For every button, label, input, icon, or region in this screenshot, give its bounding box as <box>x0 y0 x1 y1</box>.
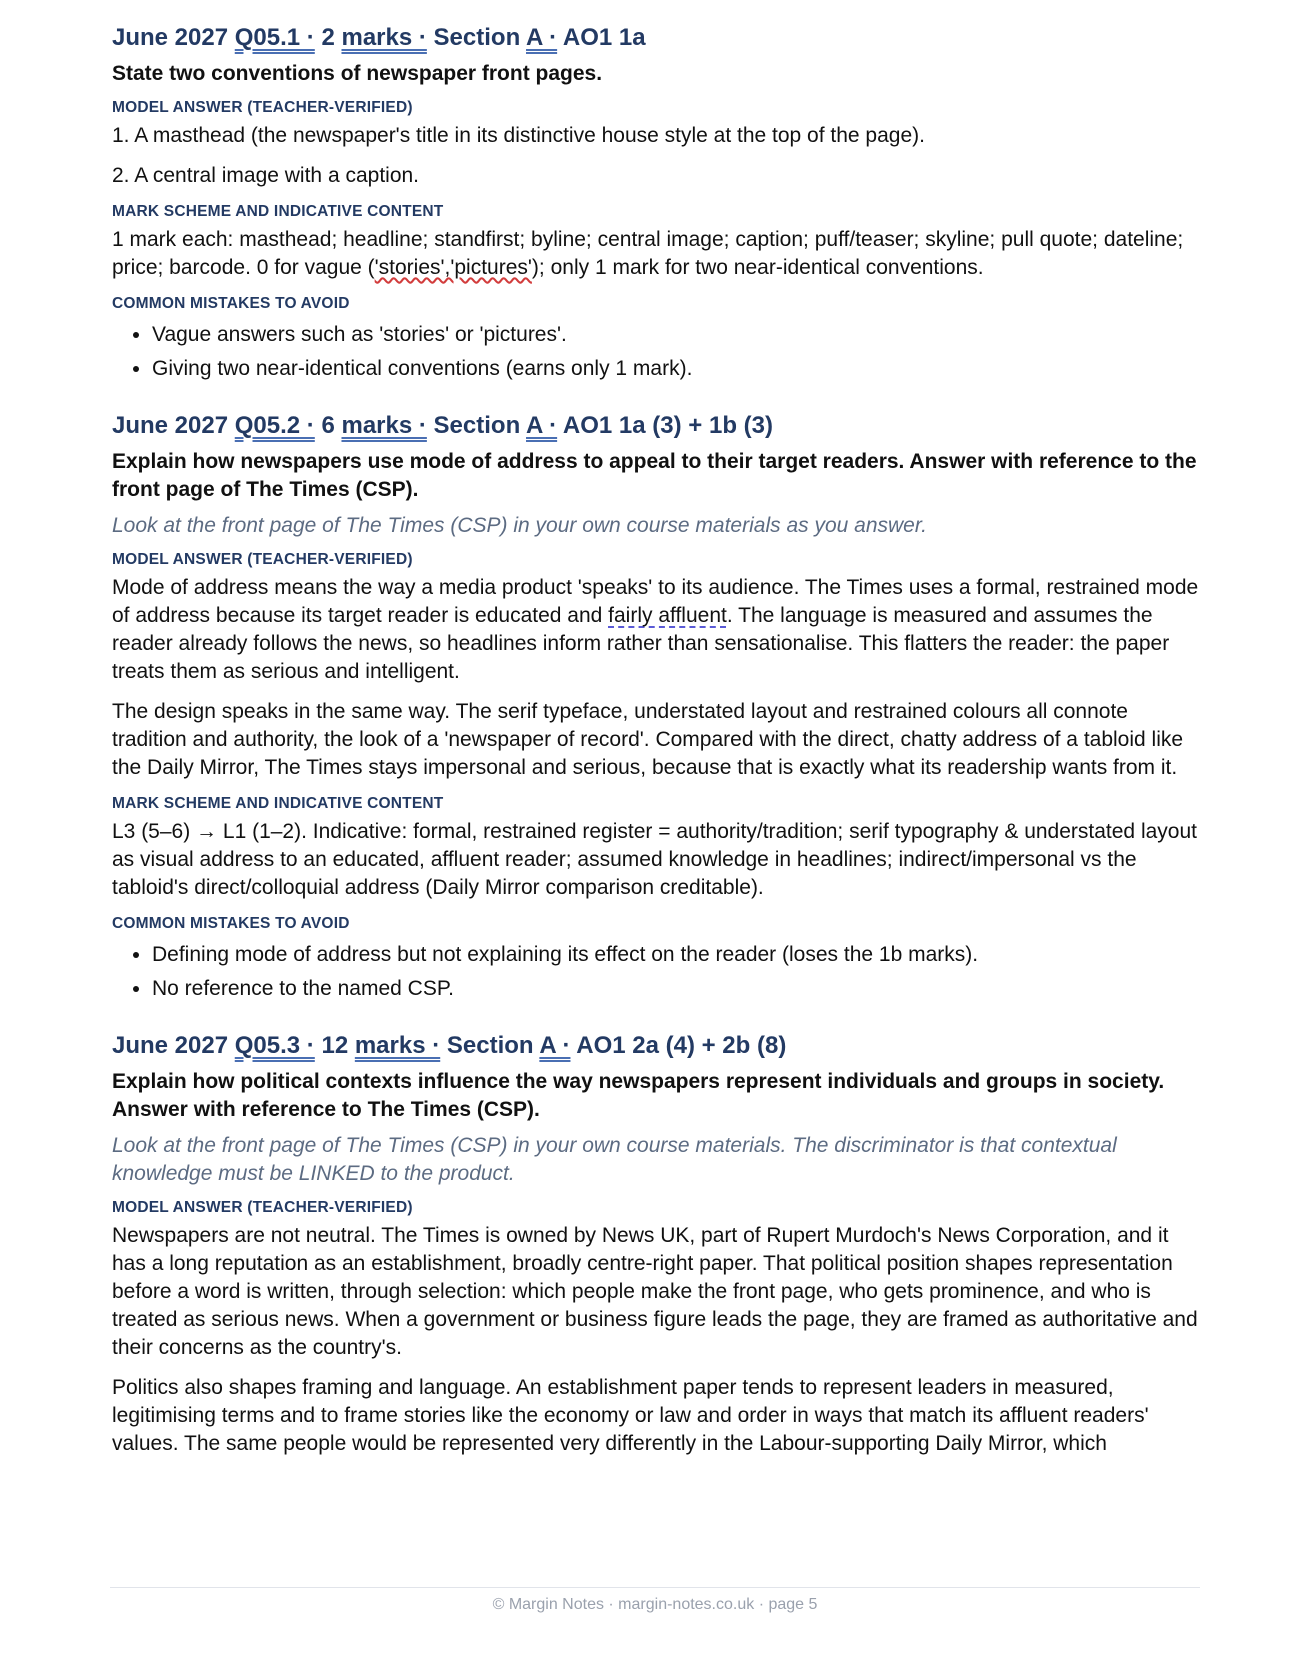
section-letter: A · <box>526 412 558 439</box>
assessment-objective: AO1 1a (3) + 1b (3) <box>557 412 773 439</box>
question-number: Q05.1 · <box>234 24 315 51</box>
model-answer-text-part: . The language is measured and assumes the reader already follows the news, so headlines inform rather than sensationalise. This flatters the reader: the paper treats them as serious and intelligent. <box>112 604 1170 683</box>
question-heading <box>112 1026 1204 1066</box>
model-answer-paragraph: 1. A masthead (the newspaper's title in its distinctive house style at the top of the page). <box>112 124 925 147</box>
section-word: Section <box>440 1032 540 1059</box>
heading-prefix: June 2027 <box>112 1032 235 1059</box>
document-page <box>112 18 1204 1470</box>
mark-scheme-text: L3 (5–6) → L1 (1–2). Indicative: formal, restrained register = authority/tradition; serif typography & understated layout as visual address to an educated, affluent reader; assumed knowledge in headlines; indirect/impersonal vs the tabloid's direct/colloquial address (Daily Mirror comparison creditable). <box>112 820 1197 899</box>
marks-number: 6 <box>314 412 342 439</box>
common-mistakes-label: COMMON MISTAKES TO AVOID <box>112 295 350 312</box>
model-answer-label: MODEL ANSWER (TEACHER-VERIFIED) <box>112 551 413 568</box>
mark-scheme-label: MARK SCHEME AND INDICATIVE CONTENT <box>112 795 444 812</box>
common-mistakes-list <box>112 318 1204 386</box>
assessment-objective: AO1 1a <box>557 24 646 51</box>
marks-word: marks · <box>341 24 427 51</box>
list-item: • No reference to the named CSP. <box>152 972 1204 1006</box>
section-letter: A · <box>539 1032 571 1059</box>
question-heading <box>112 18 1204 58</box>
question-q05-3 <box>112 1026 1204 1458</box>
heading-prefix: June 2027 <box>112 412 235 439</box>
question-prompt: Explain how newspapers use mode of address to appeal to their target readers. Answer with reference to the front page of The Times (CSP). <box>112 450 1197 501</box>
model-answer-paragraph: 2. A central image with a caption. <box>112 164 420 187</box>
common-mistakes-label: COMMON MISTAKES TO AVOID <box>112 915 350 932</box>
grammar-flagged-text: fairly affluent <box>608 604 727 627</box>
list-item: • Defining mode of address but not explaining its effect on the reader (loses the 1b marks). <box>152 938 1204 972</box>
section-word: Section <box>426 24 527 51</box>
question-heading <box>112 406 1204 446</box>
list-item: • Giving two near-identical conventions (earns only 1 mark). <box>152 352 1204 386</box>
common-mistakes-list <box>112 938 1204 1006</box>
question-prompt: Explain how political contexts influence the way newspapers represent individuals and groups in society. Answer with reference to The Times (CSP). <box>112 1070 1165 1121</box>
assessment-objective: AO1 2a (4) + 2b (8) <box>570 1032 787 1059</box>
model-answer-paragraph: Newspapers are not neutral. The Times is owned by News UK, part of Rupert Murdoch's News Corporation, and it has a long reputation as an establishment, broadly centre-right paper. That political position shapes representation before a word is written, through selection: which people make the front page, who gets prominence, and who is treated as serious news. When a government or business figure leads the page, they are framed as authoritative and their concerns as the country's. <box>112 1224 1198 1359</box>
section-word: Section <box>426 412 527 439</box>
model-answer-label: MODEL ANSWER (TEACHER-VERIFIED) <box>112 99 413 116</box>
list-item: • Vague answers such as 'stories' or 'pictures'. <box>152 318 1204 352</box>
model-answer-paragraph: The design speaks in the same way. The serif typeface, understated layout and restrained colours all connote tradition and authority, the look of a 'newspaper of record'. Compared with the direct, chatty address of a tabloid like the Daily Mirror, The Times stays impersonal and serious, because that is exactly what its readership wants from it. <box>112 700 1184 779</box>
mark-scheme-text-part: ); only 1 mark for two near-identical conventions. <box>531 256 984 279</box>
heading-prefix: June 2027 <box>112 24 235 51</box>
section-letter: A · <box>526 24 558 51</box>
spelling-flagged-text: 'stories','pictures' <box>374 256 532 279</box>
guidance-note: Look at the front page of The Times (CSP) in your own course materials as you answer. <box>112 514 927 537</box>
marks-word: marks · <box>341 412 427 439</box>
question-q05-2 <box>112 406 1204 1006</box>
question-prompt: State two conventions of newspaper front pages. <box>112 62 603 85</box>
mark-scheme-label: MARK SCHEME AND INDICATIVE CONTENT <box>112 203 444 220</box>
marks-word: marks · <box>354 1032 441 1059</box>
question-number: Q05.3 · <box>234 1032 315 1059</box>
mark-scheme-text-part: 1 mark each: masthead; headline; standfirst; byline; central image; caption; puff/teaser; skyline; pull quote; dateline; price; barcode. 0 for vague ( <box>112 228 1184 279</box>
page-footer: © Margin Notes · margin-notes.co.uk · page 5 <box>110 1587 1200 1614</box>
guidance-note: Look at the front page of The Times (CSP) in your own course materials. The discriminator is that contextual knowledge must be LINKED to the product. <box>112 1134 1117 1185</box>
marks-number: 2 <box>314 24 342 51</box>
model-answer-paragraph <box>112 574 1204 686</box>
mark-scheme-text <box>112 226 1204 282</box>
marks-number: 12 <box>314 1032 355 1059</box>
model-answer-label: MODEL ANSWER (TEACHER-VERIFIED) <box>112 1199 413 1216</box>
model-answer-paragraph: Politics also shapes framing and language. An establishment paper tends to represent leaders in measured, legitimising terms and to frame stories like the economy or law and order in ways that match its affluent readers' values. The same people would be represented very differently in the Labour-supporting Daily Mirror, which <box>112 1376 1149 1455</box>
question-q05-1 <box>112 18 1204 386</box>
model-answer-text-part: Mode of address means the way a media product 'speaks' to its audience. The Times uses a formal, restrained mode of address because its target reader is educated and <box>112 576 1199 627</box>
question-number: Q05.2 · <box>234 412 315 439</box>
